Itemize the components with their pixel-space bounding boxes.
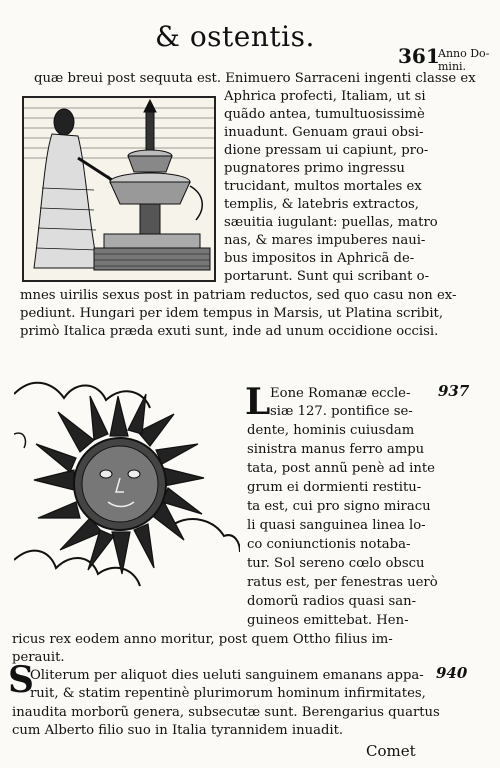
text-line: grum ei dormienti restitu- (247, 480, 422, 495)
initial-capital-l: L (245, 381, 271, 423)
text-line: quãdo antea, tumultuosissimè (224, 107, 425, 122)
text-line: perauit. (12, 650, 65, 665)
text-line: co coniunctionis notaba- (247, 537, 411, 552)
text-line: trucidant, multos mortales ex (224, 179, 422, 194)
text-line: domorũ radios quasi san- (247, 594, 417, 609)
text-line: ratus est, per fenestras uerò (247, 575, 438, 590)
text-line: sæuitia iugulant: puellas, matro (224, 215, 438, 230)
margin-year: 937 (438, 382, 470, 400)
woodcut-fountain-illustration (22, 96, 216, 282)
text-line: Eone Romanæ eccle- (270, 386, 411, 401)
running-title: & ostentis. (155, 20, 315, 53)
text-line: mnes uirilis sexus post in patriam reductos, sed quo casu non ex- (20, 288, 457, 303)
margin-year: 940 (436, 664, 468, 682)
text-line: ta est, cui pro signo miracu (247, 499, 431, 514)
text-line: pediunt. Hungari per idem tempus in Marsis, ut Platina scribit, (20, 306, 444, 321)
text-line: guineos emittebat. Hen- (247, 613, 409, 628)
text-line: li quasi sanguinea linea lo- (247, 518, 426, 533)
text-line: tata, post annũ penè ad inte (247, 461, 435, 476)
text-line: ricus rex eodem anno moritur, post quem Ottho filius im- (12, 632, 393, 647)
text-line: pugnatores primo ingressu (224, 161, 405, 176)
text-line: ruit, & statim repentinè plurimorum hominum infirmitates, (30, 686, 426, 701)
text-line: dione pressam ui capiunt, pro- (224, 143, 429, 158)
page-number: 361 (398, 44, 440, 68)
catchword: Comet (366, 742, 416, 760)
text-line: quæ breui post sequuta est. Enimuero Sarraceni ingenti classe ex (34, 71, 476, 86)
text-line: Aphrica profecti, Italiam, ut si (224, 89, 426, 104)
margin-note-line: Anno Do- (438, 47, 490, 60)
text-line: inuadunt. Genuam graui obsi- (224, 125, 424, 140)
text-line: portarunt. Sunt qui scribant o- (224, 269, 430, 284)
text-line: nas, & mares impuberes naui- (224, 233, 426, 248)
text-line: dente, hominis cuiusdam (247, 423, 415, 438)
text-line: inaudita morborũ genera, subsecutæ sunt. Berengarius quartus (12, 705, 440, 720)
text-line: siæ 127. pontifice se- (270, 404, 413, 419)
text-line: sinistra manus ferro ampu (247, 442, 425, 457)
text-line: cum Alberto filio suo in Italia tyrannidem inuadit. (12, 723, 344, 738)
text-line: bus impositos in Aphricã de- (224, 251, 415, 266)
woodcut-sun-illustration (14, 374, 240, 606)
text-line: Oliterum per aliquot dies ueluti sanguinem emanans appa- (30, 668, 424, 683)
margin-note-line: mini. (438, 60, 467, 73)
text-line: primò Italica præda exuti sunt, inde ad unum occidione occisi. (20, 324, 439, 339)
text-line: tur. Sol sereno cœlo obscu (247, 556, 425, 571)
initial-capital-s: S (8, 659, 34, 701)
text-line: templis, & latebris extractos, (224, 197, 419, 212)
